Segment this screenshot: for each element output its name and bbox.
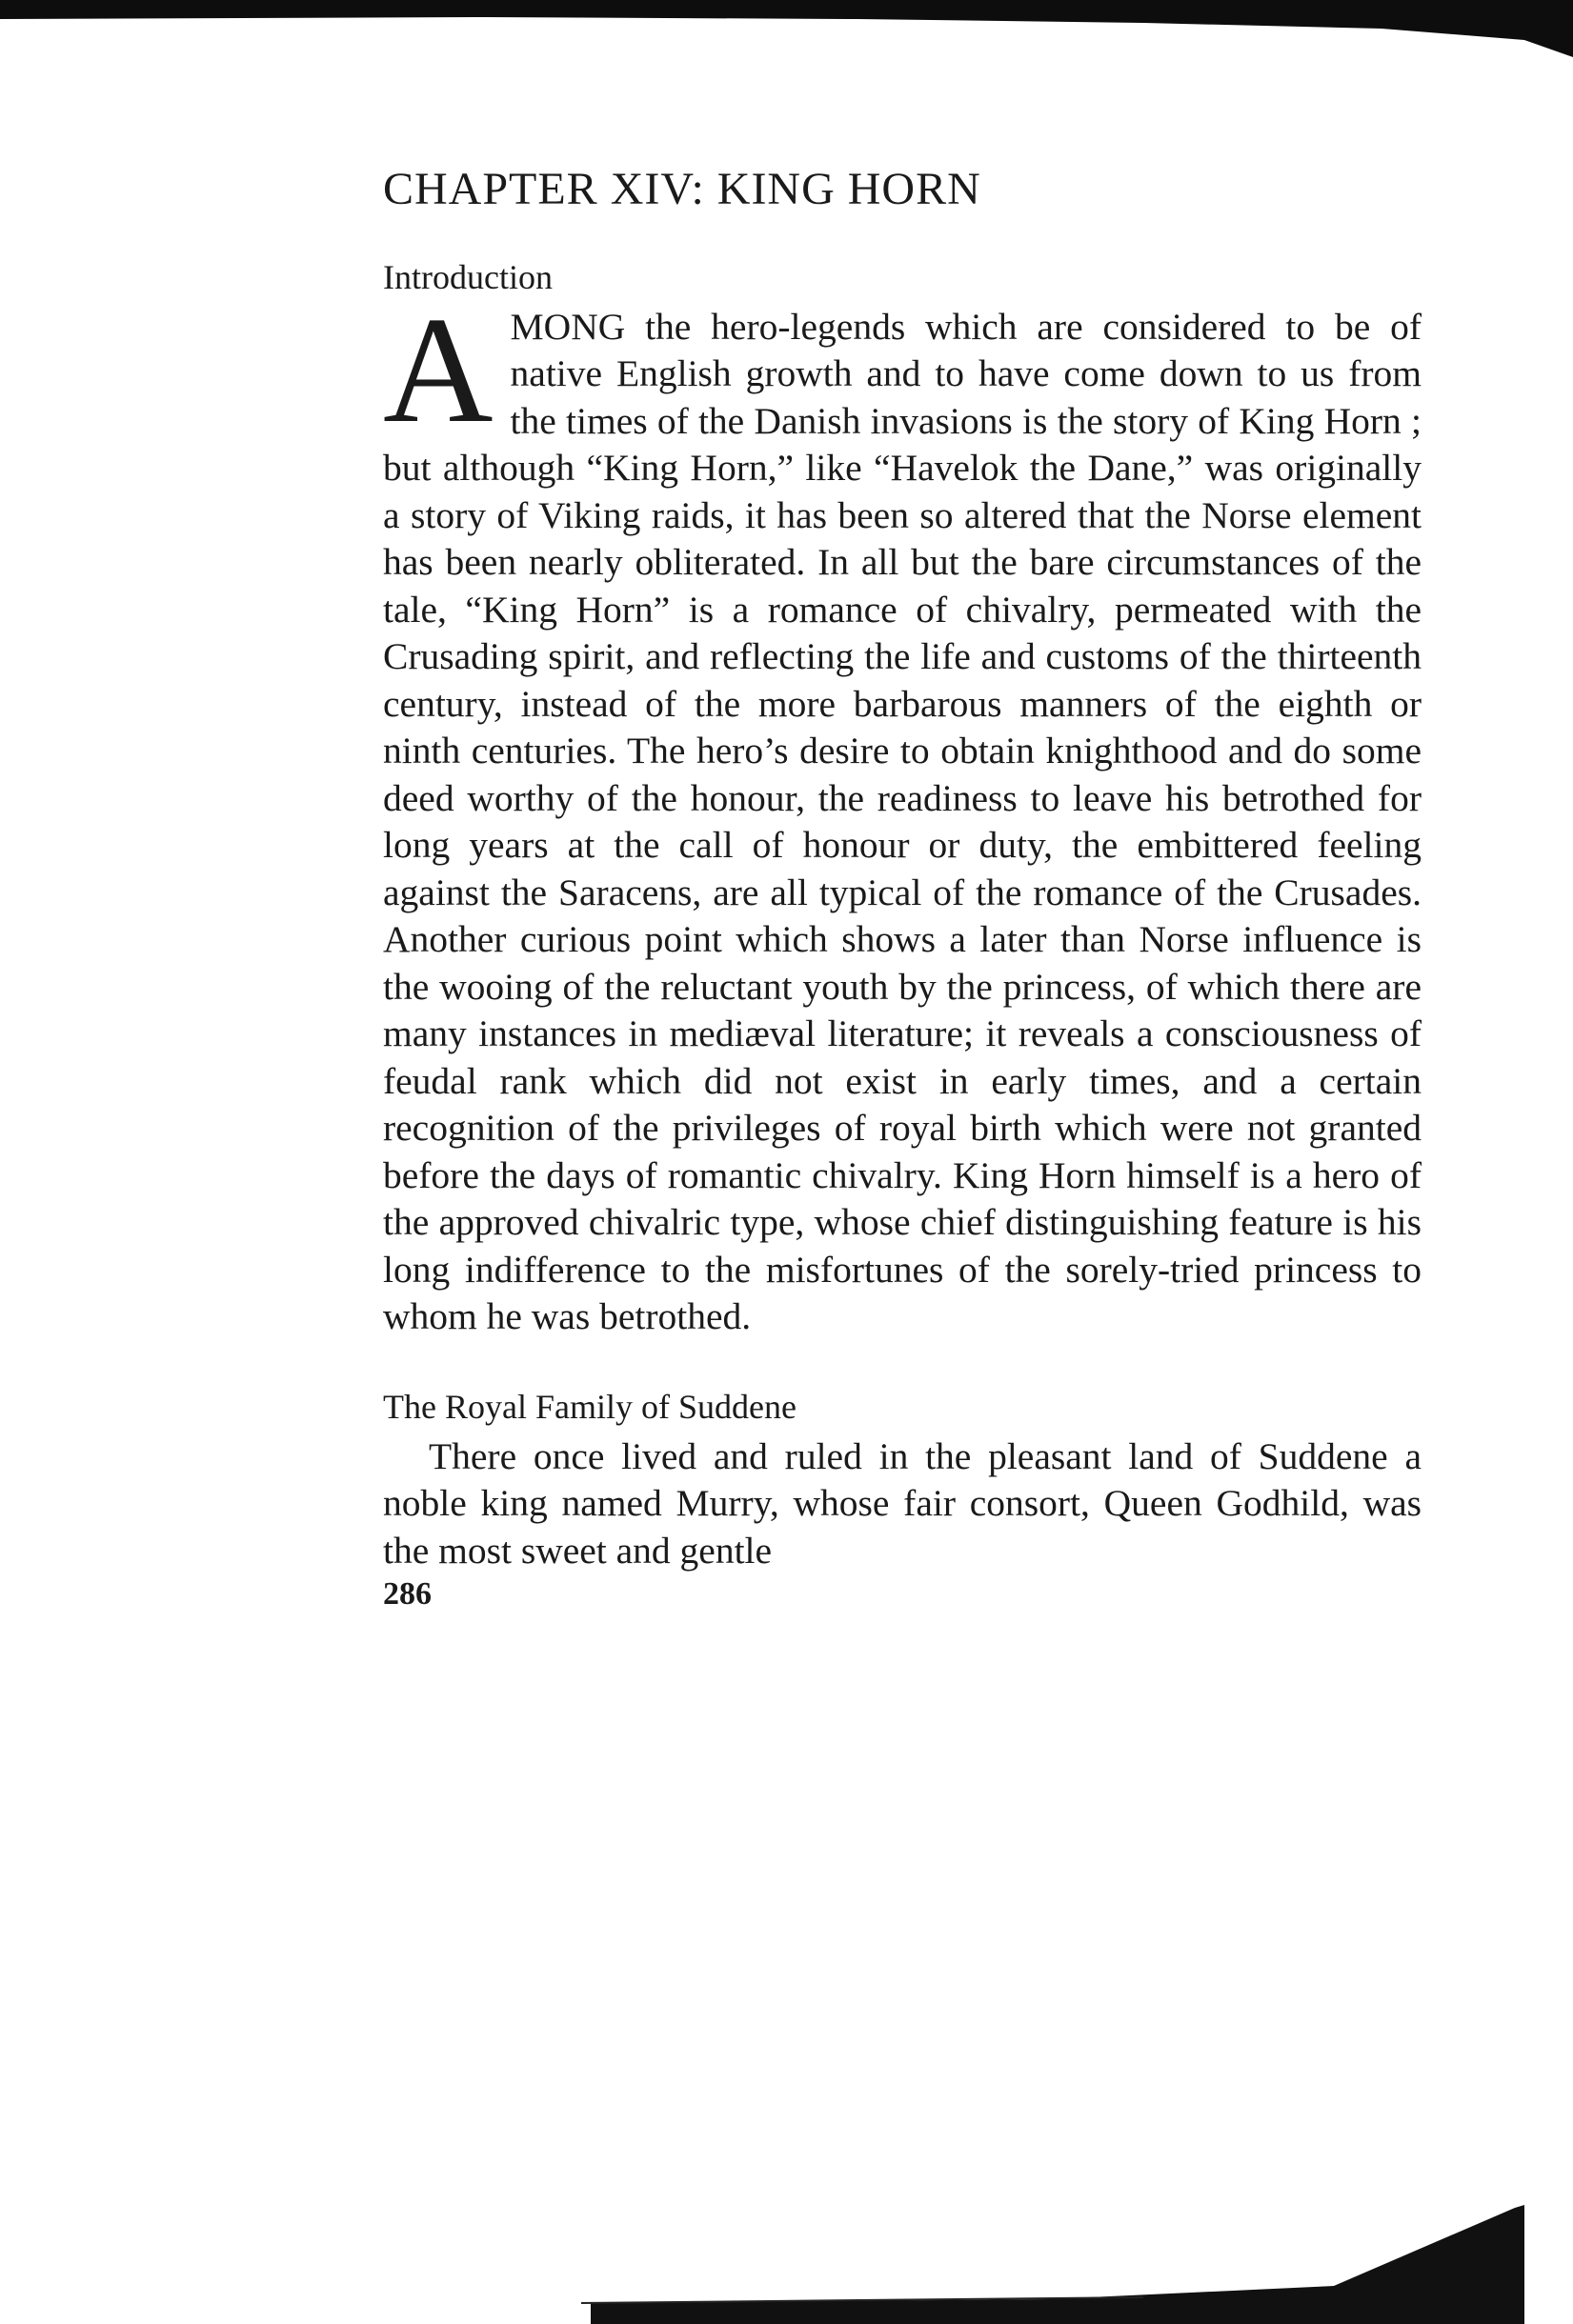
- chapter-title: CHAPTER XIV: KING HORN: [383, 164, 981, 214]
- page-number: 286: [383, 1576, 432, 1613]
- book-page: [383, 162, 1431, 1613]
- section-heading-royal-family: The Royal Family of Suddene: [383, 1387, 797, 1426]
- scan-edge-bottom: [0, 2191, 1573, 2324]
- introduction-paragraph: [383, 284, 1422, 1341]
- royal-family-paragraph: There once lived and ruled in the pleasant land of Suddene a noble king named Murry, whose fair consort, Queen Godhild, was the most sweet and gentle: [383, 1434, 1422, 1572]
- introduction-text: MONG the hero-legends which are considered to be of native English growth and to have come down to us from the times of the Danish invasions is the story of King Horn ; but although “King Horn,” like “Havelok the Dane,” was originally a story of Viking raids, it has been so altered that the Norse element has been nearly obliterated. In all but the bare circumstances of the tale, “King Horn” is a romance of chivalry, permeated with the Crusading spirit, and reflecting the life and customs of the thirteenth century, instead of the more barbarous manners of the eighth or ninth centuries. The hero’s desire to obtain knighthood and do some deed worthy of the honour, the readiness to leave his betrothed for long years at the call of honour or duty, the embittered feeling against the Saracens, are all typical of the romance of the Crusades. Another curious point which shows a later than Norse influence is the wooing of the reluctant youth by the princess, of which there are many instances in mediæval literature; it reveals a consciousness of feudal rank which did not exist in early times, and a certain recognition of the privileges of royal birth which were not granted before the days of romantic chivalry. King Horn himself is a hero of the approved chivalric type, whose chief distinguishing feature is his long indifference to the misfortunes of the sorely-tried princess to whom he was betrothed.: [383, 305, 1422, 1338]
- scan-edge-top: [0, 0, 1573, 57]
- section-heading-introduction: Introduction: [383, 257, 553, 296]
- drop-cap: A: [383, 284, 494, 454]
